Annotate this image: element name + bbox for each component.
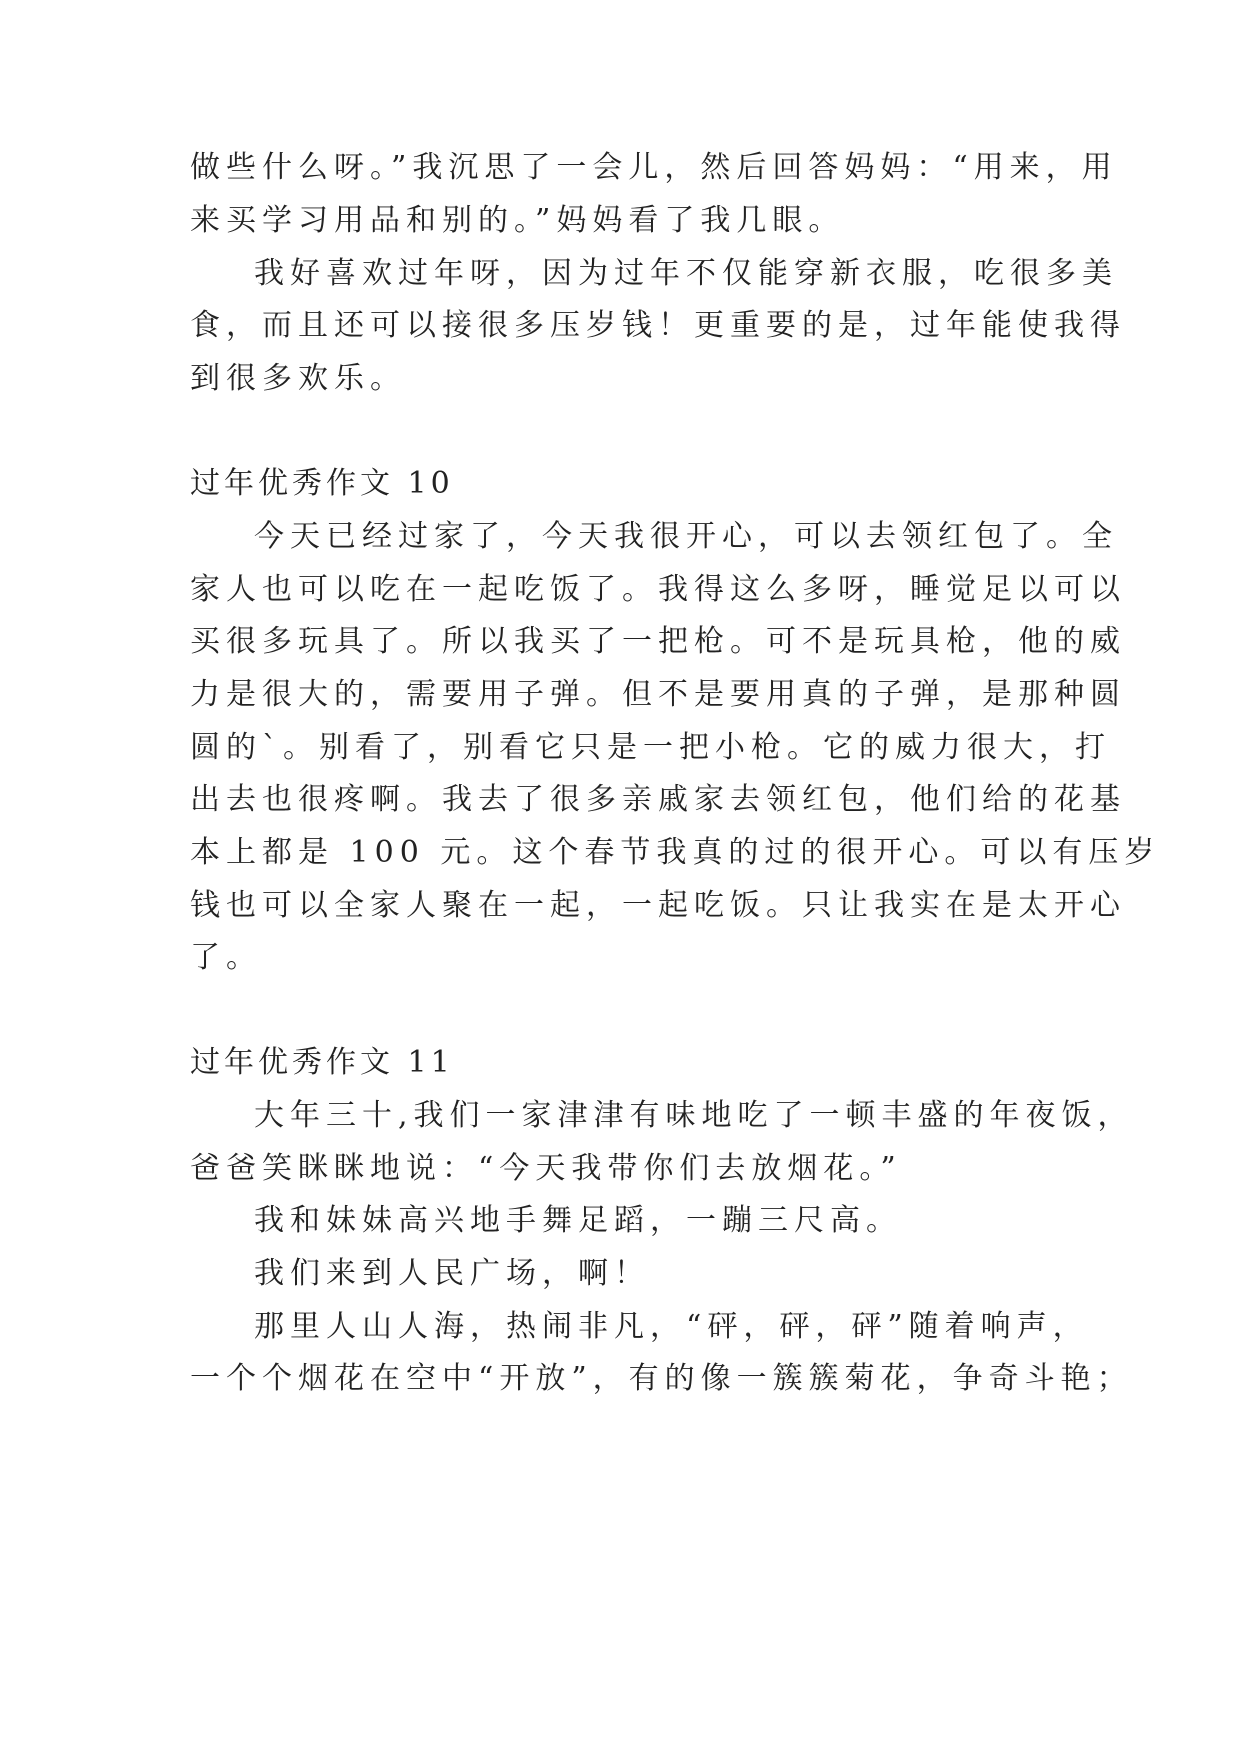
paragraph-line: 了。 — [190, 940, 262, 975]
paragraph-line: 我们来到人民广场，啊！ — [254, 1256, 650, 1291]
paragraph-line: 力是很大的，需要用子弹。但不是要用真的子弹，是那种圆 — [190, 677, 1126, 712]
paragraph-line: 做些什么呀。”我沉思了一会儿，然后回答妈妈：“用来，用 — [190, 150, 1118, 185]
paragraph-line: 本上都是 100 元。这个春节我真的过的很开心。可以有压岁 — [190, 835, 1161, 870]
paragraph-line: 一个个烟花在空中“开放”，有的像一簇簇菊花，争奇斗艳； — [190, 1361, 1133, 1396]
paragraph-line: 我好喜欢过年呀，因为过年不仅能穿新衣服，吃很多美 — [254, 256, 1118, 291]
paragraph-line: 到很多欢乐。 — [190, 361, 406, 396]
paragraph-line: 圆的`。别看了，别看它只是一把小枪。它的威力很大，打 — [190, 730, 1111, 765]
paragraph-line: 今天已经过家了，今天我很开心，可以去领红包了。全 — [254, 519, 1118, 554]
paragraph-line: 大年三十,我们一家津津有味地吃了一顿丰盛的年夜饭， — [254, 1098, 1134, 1133]
paragraph-line: 那里人山人海，热闹非凡，“砰，砰，砰”随着响声， — [254, 1309, 1089, 1344]
paragraph-line: 我和妹妹高兴地手舞足蹈，一蹦三尺高。 — [254, 1203, 902, 1238]
paragraph-line: 出去也很疼啊。我去了很多亲戚家去领红包，他们给的花基 — [190, 782, 1126, 817]
paragraph-line: 爸爸笑眯眯地说：“今天我带你们去放烟花。” — [190, 1151, 902, 1186]
paragraph-line: 家人也可以吃在一起吃饭了。我得这么多呀，睡觉足以可以 — [190, 572, 1126, 607]
paragraph-line: 买很多玩具了。所以我买了一把枪。可不是玩具枪，他的威 — [190, 624, 1126, 659]
paragraph-line: 来买学习用品和别的。”妈妈看了我几眼。 — [190, 203, 845, 238]
paragraph-line: 食，而且还可以接很多压岁钱！更重要的是，过年能使我得 — [190, 308, 1126, 343]
essay-title: 过年优秀作文 10 — [190, 466, 454, 501]
paragraph-line: 钱也可以全家人聚在一起，一起吃饭。只让我实在是太开心 — [190, 888, 1126, 923]
essay-title: 过年优秀作文 11 — [190, 1045, 454, 1080]
